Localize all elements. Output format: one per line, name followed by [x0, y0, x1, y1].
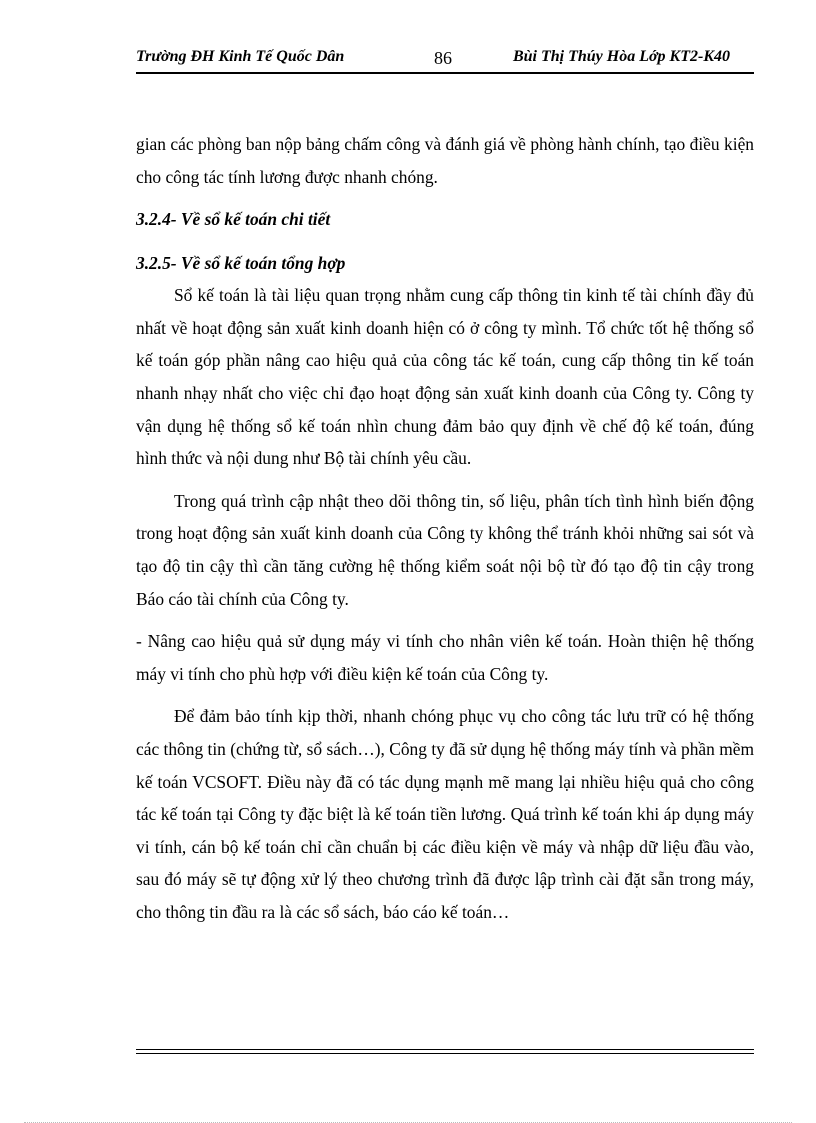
footer-divider-bottom: [136, 1053, 754, 1054]
header-divider: [136, 72, 754, 74]
header-school: Trường ĐH Kinh Tế Quốc Dân: [136, 48, 345, 65]
section-heading-3-2-4: 3.2.4- Về sổ kế toán chi tiết: [136, 209, 331, 230]
paragraph-computer-efficiency: - Nâng cao hiệu quả sử dụng máy vi tính cho nhân viên kế toán. Hoàn thiện hệ thống máy vi tính cho phù hợp với điều kiện kế toán của Công ty.: [136, 631, 754, 684]
paragraph-internal-control: Trong quá trình cập nhật theo dõi thông tin, số liệu, phân tích tình hình biến động trong hoạt động sản xuất kinh doanh của Công ty không thể tránh khỏi những sai sót và tạo độ tin cậy thì cần tăng cường hệ thống kiểm soát nội bộ từ đó tạo độ tin cậy trong Báo cáo tài chính của Công ty.: [136, 490, 754, 609]
paragraph-ledger-books: Sổ kế toán là tài liệu quan trọng nhằm cung cấp thông tin kinh tế tài chính đầy đủ nhất về hoạt động sản xuất kinh doanh hiện có ở công ty mình. Tổ chức tốt hệ thống sổ kế toán góp phần nâng cao hiệu quả của công tác kế toán, cung cấp thông tin kế toán nhanh nhạy nhất cho việc chỉ đạo hoạt động sản xuất kinh doanh của Công ty. Công ty vận dụng hệ thống sổ kế toán nhìn chung đảm bảo quy định về chế độ kế toán, đúng hình thức và nội dung như Bộ tài chính yêu cầu.: [136, 285, 754, 469]
page-header: [136, 48, 754, 72]
header-page-number: 86: [434, 48, 452, 68]
header-author: Bùi Thị Thúy Hòa Lớp KT2-K40: [512, 48, 730, 65]
intro-paragraph: gian các phòng ban nộp bảng chấm công và đánh giá về phòng hành chính, tạo điều kiện cho công tác tính lương được nhanh chóng.: [136, 134, 754, 187]
section-heading-3-2-5: 3.2.5- Về sổ kế toán tổng hợp: [136, 253, 346, 274]
paragraph-vcsoft-software: Để đảm bảo tính kịp thời, nhanh chóng phục vụ cho công tác lưu trữ có hệ thống các thông tin (chứng từ, sổ sách…), Công ty đã sử dụng hệ thống máy tính và phần mềm kế toán VCSOFT. Điều này đã có tác dụng mạnh mẽ mang lại nhiều hiệu quả cho công tác kế toán tại Công ty đặc biệt là kế toán tiền lương. Quá trình kế toán khi áp dụng máy vi tính, cán bộ kế toán chỉ cần chuẩn bị các điều kiện về máy và nhập dữ liệu đầu vào, sau đó máy sẽ tự động xử lý theo chương trình đã được lập trình cài đặt sẵn trong máy, cho thông tin đầu ra là các sổ sách, báo cáo kế toán…: [136, 706, 754, 922]
document-body: [136, 128, 754, 928]
footer-divider-top: [136, 1049, 754, 1050]
